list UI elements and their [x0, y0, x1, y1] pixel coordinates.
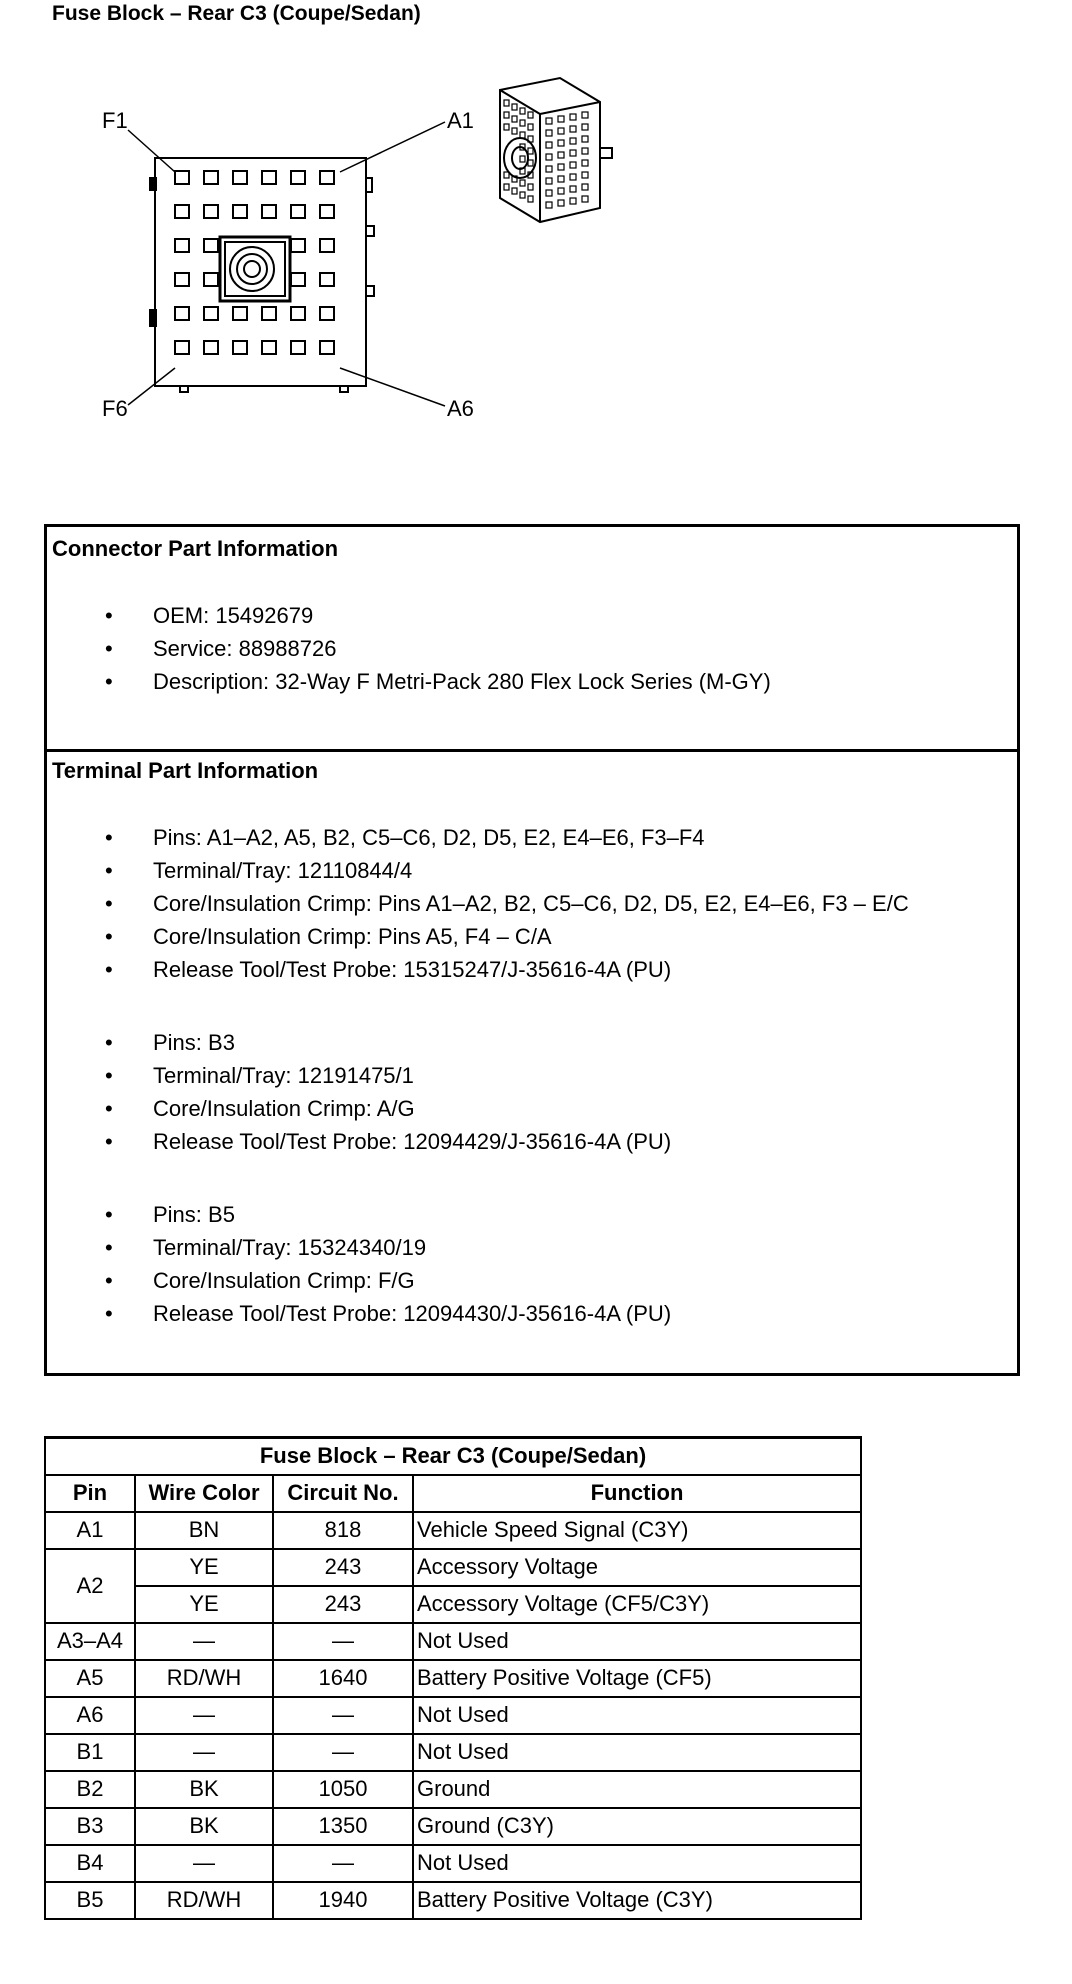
pin-cell: A3–A4 — [45, 1623, 135, 1660]
thumbnail-pin-cavity — [528, 196, 533, 202]
list-item: • Core/Insulation Crimp: F/G — [47, 1264, 671, 1297]
list-item: • Pins: B5 — [47, 1198, 671, 1231]
pin-cavity — [175, 171, 189, 184]
thumbnail-pin-cavity — [558, 128, 564, 134]
function-cell: Not Used — [413, 1623, 861, 1660]
wire-color-cell: RD/WH — [135, 1660, 273, 1697]
thumbnail-pin-cavity — [520, 156, 525, 162]
pin-cell: A5 — [45, 1660, 135, 1697]
pin-cavity — [175, 273, 189, 286]
thumbnail-pin-cavity — [558, 188, 564, 194]
pin-cavity — [291, 205, 305, 218]
connector-diagram — [0, 60, 700, 440]
pin-cell: B2 — [45, 1771, 135, 1808]
thumbnail-pin-cavity — [582, 148, 588, 154]
wire-color-cell: — — [135, 1697, 273, 1734]
table-row — [45, 1845, 861, 1882]
table-row — [45, 1586, 861, 1623]
pin-cavity — [291, 273, 305, 286]
thumbnail-pin-cavity — [512, 188, 517, 194]
table-row — [45, 1623, 861, 1660]
thumbnail-pin-cavity — [546, 202, 552, 208]
table-row — [45, 1512, 861, 1549]
table-row — [45, 1660, 861, 1697]
thumbnail-pin-cavity — [528, 148, 533, 154]
part-information-box — [44, 524, 1020, 1376]
connector-info-heading: Connector Part Information — [52, 536, 339, 561]
list-item: • Core/Insulation Crimp: Pins A5, F4 – C/A — [47, 920, 909, 953]
thumbnail-pin-cavity — [582, 172, 588, 178]
thumbnail-pin-cavity — [558, 164, 564, 170]
pin-cavity — [204, 341, 218, 354]
pin-cavity — [204, 239, 218, 252]
thumbnail-pin-cavity — [570, 174, 576, 180]
function-cell: Not Used — [413, 1697, 861, 1734]
pin-cavity — [320, 273, 334, 286]
column-header-function: Function — [413, 1475, 861, 1512]
pin-cell: B1 — [45, 1734, 135, 1771]
connector-thumbnail — [500, 78, 612, 222]
pin-cavity — [320, 171, 334, 184]
pin-cell: B5 — [45, 1882, 135, 1919]
circuit-cell: — — [273, 1734, 413, 1771]
table-row — [45, 1808, 861, 1845]
terminal-part-info — [47, 749, 1017, 1373]
list-item: • Pins: A1–A2, A5, B2, C5–C6, D2, D5, E2, E4–E6, F3–F4 — [47, 821, 909, 854]
circuit-cell: 243 — [273, 1586, 413, 1623]
pin-cavity — [204, 307, 218, 320]
pin-cell: A1 — [45, 1512, 135, 1549]
pin-cavity — [291, 239, 305, 252]
connector-info-list — [47, 599, 771, 698]
pin-cavity — [175, 205, 189, 218]
thumbnail-pin-cavity — [504, 100, 509, 106]
thumbnail-pin-cavity — [582, 160, 588, 166]
thumbnail-pin-cavity — [570, 150, 576, 156]
circuit-cell: 818 — [273, 1512, 413, 1549]
pin-cavity — [320, 239, 334, 252]
thumbnail-pin-cavity — [546, 118, 552, 124]
pin-cavity — [262, 307, 276, 320]
thumbnail-pin-cavity — [558, 176, 564, 182]
table-row — [45, 1734, 861, 1771]
thumbnail-pin-cavity — [582, 196, 588, 202]
pin-cavity — [291, 341, 305, 354]
circuit-cell: 243 — [273, 1549, 413, 1586]
thumbnail-pin-cavity — [546, 154, 552, 160]
thumbnail-pin-cavity — [512, 104, 517, 110]
pin-cavity — [262, 341, 276, 354]
function-cell: Vehicle Speed Signal (C3Y) — [413, 1512, 861, 1549]
pin-cavity — [204, 171, 218, 184]
terminal-info-heading: Terminal Part Information — [52, 758, 319, 783]
thumbnail-pin-cavity — [546, 130, 552, 136]
wire-color-cell: BK — [135, 1808, 273, 1845]
thumbnail-pin-cavity — [504, 112, 509, 118]
pin-cavity — [291, 171, 305, 184]
wire-color-cell: YE — [135, 1586, 273, 1623]
pin-cavity — [233, 171, 247, 184]
thumbnail-pin-cavity — [546, 190, 552, 196]
wire-color-cell: RD/WH — [135, 1882, 273, 1919]
thumbnail-pin-cavity — [504, 124, 509, 130]
list-item: • Core/Insulation Crimp: Pins A1–A2, B2, C5–C6, D2, D5, E2, E4–E6, F3 – E/C — [47, 887, 909, 920]
function-cell: Accessory Voltage (CF5/C3Y) — [413, 1586, 861, 1623]
thumbnail-pin-cavity — [520, 180, 525, 186]
list-item: • Description: 32-Way F Metri-Pack 280 Flex Lock Series (M-GY) — [47, 665, 771, 698]
thumbnail-pin-cavity — [512, 128, 517, 134]
wire-color-cell: BN — [135, 1512, 273, 1549]
pin-cavity — [233, 205, 247, 218]
pin-cavity — [262, 205, 276, 218]
thumbnail-pin-cavity — [558, 152, 564, 158]
list-item: • Release Tool/Test Probe: 15315247/J-35616-4A (PU) — [47, 953, 909, 986]
list-item: • Terminal/Tray: 15324340/19 — [47, 1231, 671, 1264]
pin-cell: B4 — [45, 1845, 135, 1882]
wire-color-cell: — — [135, 1734, 273, 1771]
thumbnail-pin-cavity — [570, 198, 576, 204]
function-cell: Not Used — [413, 1845, 861, 1882]
thumbnail-pin-cavity — [558, 116, 564, 122]
pin-cavity — [175, 307, 189, 320]
page-title: Fuse Block – Rear C3 (Coupe/Sedan) — [52, 2, 421, 25]
circuit-cell: 1640 — [273, 1660, 413, 1697]
circuit-cell: 1350 — [273, 1808, 413, 1845]
thumbnail-pin-cavity — [570, 126, 576, 132]
function-cell: Ground (C3Y) — [413, 1808, 861, 1845]
thumbnail-pin-cavity — [582, 136, 588, 142]
thumbnail-pin-cavity — [570, 114, 576, 120]
thumbnail-pin-cavity — [570, 186, 576, 192]
function-cell: Ground — [413, 1771, 861, 1808]
thumbnail-pin-cavity — [570, 138, 576, 144]
thumbnail-pin-cavity — [528, 112, 533, 118]
thumbnail-pin-cavity — [558, 200, 564, 206]
pin-cavity — [233, 307, 247, 320]
pin-cavity-grid — [175, 171, 334, 354]
pin-table — [44, 1436, 862, 1920]
table-row — [45, 1549, 861, 1586]
thumbnail-pin-cavity — [528, 124, 533, 130]
pin-cavity — [175, 341, 189, 354]
pin-cavity — [320, 341, 334, 354]
pin-cell: A2 — [45, 1549, 135, 1623]
pin-cavity — [175, 239, 189, 252]
thumbnail-pin-cavity — [528, 184, 533, 190]
pin-cavity — [233, 341, 247, 354]
pin-cavity — [262, 171, 276, 184]
wire-color-cell: BK — [135, 1771, 273, 1808]
column-header-wire-color: Wire Color — [135, 1475, 273, 1512]
thumbnail-pin-cavity — [582, 112, 588, 118]
circuit-cell: 1940 — [273, 1882, 413, 1919]
pin-cavity — [291, 307, 305, 320]
thumbnail-pin-cavity — [504, 184, 509, 190]
column-header-circuit: Circuit No. — [273, 1475, 413, 1512]
list-item: • Terminal/Tray: 12110844/4 — [47, 854, 909, 887]
thumbnail-pin-cavity — [520, 108, 525, 114]
pin-cavity — [320, 307, 334, 320]
connector-face — [150, 158, 374, 392]
list-item: • Terminal/Tray: 12191475/1 — [47, 1059, 671, 1092]
thumbnail-pin-cavity — [520, 120, 525, 126]
pin-cavity — [320, 205, 334, 218]
thumbnail-pin-cavity — [582, 184, 588, 190]
circuit-cell: 1050 — [273, 1771, 413, 1808]
pin-cavity — [204, 205, 218, 218]
pin-cavity — [204, 273, 218, 286]
terminal-group-1 — [47, 821, 909, 986]
table-row — [45, 1697, 861, 1734]
circuit-cell: — — [273, 1697, 413, 1734]
thumbnail-pin-cavity — [512, 116, 517, 122]
terminal-group-3 — [47, 1198, 671, 1330]
function-cell: Battery Positive Voltage (C3Y) — [413, 1882, 861, 1919]
label-f6: F6 — [102, 396, 128, 421]
connector-part-info — [47, 527, 1017, 752]
thumbnail-pin-cavity — [582, 124, 588, 130]
label-f1: F1 — [102, 108, 128, 133]
table-title: Fuse Block – Rear C3 (Coupe/Sedan) — [45, 1438, 861, 1475]
label-a6: A6 — [447, 396, 474, 421]
pin-cell: A6 — [45, 1697, 135, 1734]
thumbnail-pin-cavity — [546, 166, 552, 172]
wire-color-cell: — — [135, 1623, 273, 1660]
function-cell: Not Used — [413, 1734, 861, 1771]
column-header-pin: Pin — [45, 1475, 135, 1512]
table-row — [45, 1882, 861, 1919]
list-item: • Pins: B3 — [47, 1026, 671, 1059]
thumbnail-pin-cavity — [558, 140, 564, 146]
label-a1: A1 — [447, 108, 474, 133]
pin-cell: B3 — [45, 1808, 135, 1845]
thumbnail-pin-cavity — [546, 178, 552, 184]
terminal-group-2 — [47, 1026, 671, 1158]
leader-lines — [128, 122, 445, 406]
circuit-cell: — — [273, 1845, 413, 1882]
list-item: • Service: 88988726 — [47, 632, 771, 665]
thumbnail-pin-cavity — [546, 142, 552, 148]
thumbnail-pin-cavity — [570, 162, 576, 168]
list-item: • Core/Insulation Crimp: A/G — [47, 1092, 671, 1125]
wire-color-cell: — — [135, 1845, 273, 1882]
thumbnail-pin-cavity — [520, 192, 525, 198]
function-cell: Accessory Voltage — [413, 1549, 861, 1586]
function-cell: Battery Positive Voltage (CF5) — [413, 1660, 861, 1697]
table-row — [45, 1771, 861, 1808]
list-item: • Release Tool/Test Probe: 12094430/J-35616-4A (PU) — [47, 1297, 671, 1330]
wire-color-cell: YE — [135, 1549, 273, 1586]
list-item: • OEM: 15492679 — [47, 599, 771, 632]
circuit-cell: — — [273, 1623, 413, 1660]
list-item: • Release Tool/Test Probe: 12094429/J-35616-4A (PU) — [47, 1125, 671, 1158]
